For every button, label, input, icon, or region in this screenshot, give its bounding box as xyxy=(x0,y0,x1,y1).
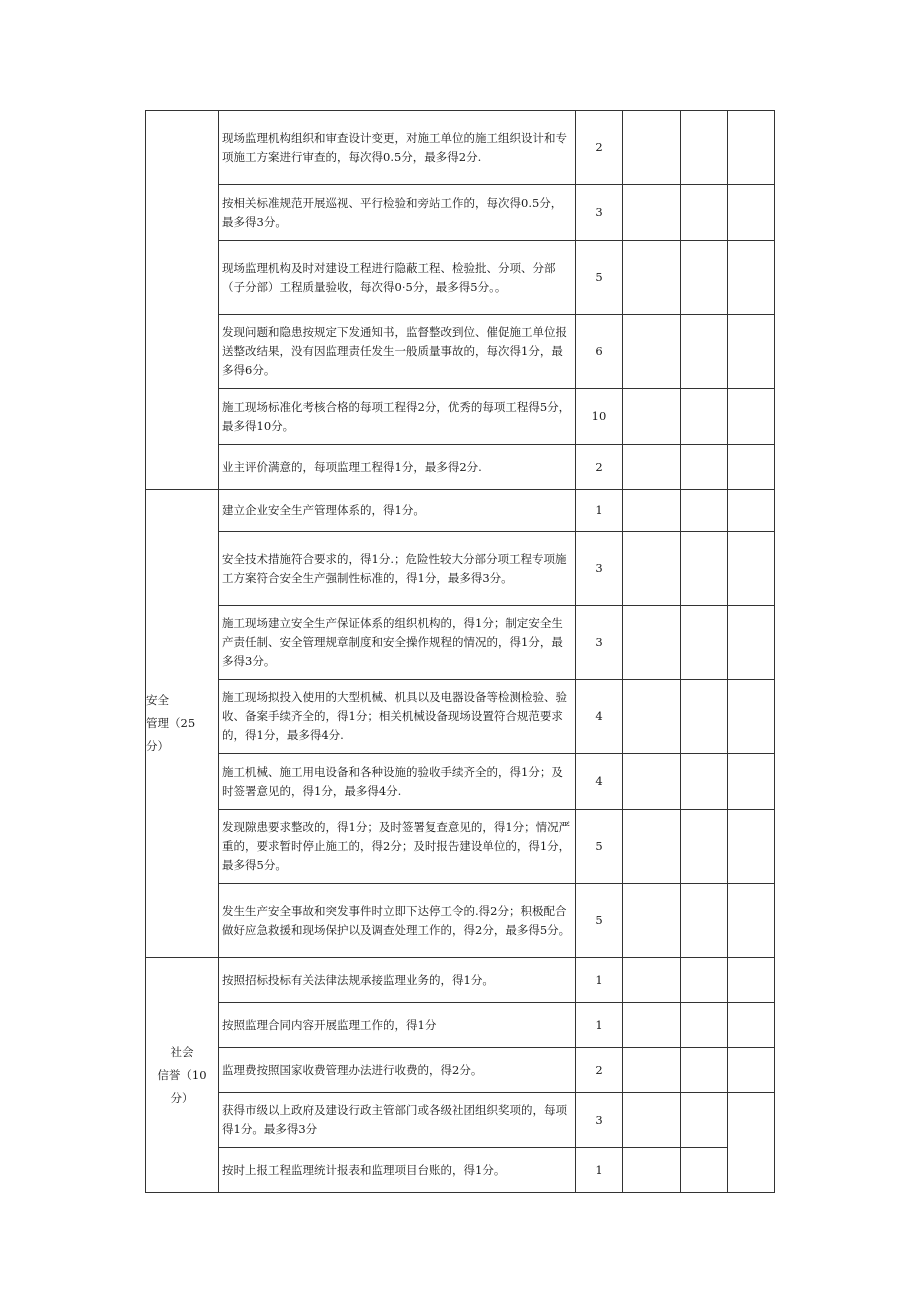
category-safety-label-line: 管理（25 xyxy=(146,716,196,730)
remark-cell xyxy=(728,185,775,241)
category-reputation-label-line: 社会 xyxy=(170,1044,194,1059)
category-quality xyxy=(146,111,219,490)
criterion-text: 按时上报工程监理统计报表和监理项目台账的，得1分。 xyxy=(219,1148,576,1193)
remark-cell xyxy=(728,1093,775,1193)
self-score-cell xyxy=(623,680,681,754)
review-score-cell xyxy=(681,111,728,185)
table-row xyxy=(146,185,775,241)
remark-cell xyxy=(728,606,775,680)
self-score-cell xyxy=(623,884,681,958)
table-row xyxy=(146,810,775,884)
criterion-text: 获得市级以上政府及建设行政主管部门或各级社团组织奖项的，每项得1分。最多得3分 xyxy=(219,1093,576,1148)
criterion-text: 按相关标准规范开展巡视、平行检验和旁站工作的，每次得0.5分，最多得3分。 xyxy=(219,185,576,241)
table-row xyxy=(146,1003,775,1048)
self-score-cell xyxy=(623,389,681,445)
criterion-text: 安全技术措施符合要求的，得1分.；危险性较大分部分项工程专项施工方案符合安全生产强制性标准的，得1分，最多得3分。 xyxy=(219,532,576,606)
table-row xyxy=(146,754,775,810)
criterion-text: 发现问题和隐患按规定下发通知书，监督整改到位、催促施工单位报送整改结果，没有因监理责任发生一般质量事故的，每次得1分，最多得6分。 xyxy=(219,315,576,389)
max-score: 5 xyxy=(576,810,623,884)
max-score: 1 xyxy=(576,1003,623,1048)
self-score-cell xyxy=(623,490,681,532)
criterion-text: 按照监理合同内容开展监理工作的，得1分 xyxy=(219,1003,576,1048)
category-reputation-label xyxy=(157,1041,206,1110)
table-row xyxy=(146,532,775,606)
max-score: 2 xyxy=(576,1048,623,1093)
category-reputation-label-line: 信誉（10 xyxy=(157,1067,207,1082)
remark-cell xyxy=(728,532,775,606)
remark-cell xyxy=(728,445,775,490)
category-reputation-label-line: 分） xyxy=(170,1090,194,1105)
table-row xyxy=(146,1093,775,1148)
review-score-cell xyxy=(681,1003,728,1048)
self-score-cell xyxy=(623,445,681,490)
self-score-cell xyxy=(623,111,681,185)
review-score-cell xyxy=(681,754,728,810)
criterion-text: 施工现场标准化考核合格的每项工程得2分，优秀的每项工程得5分，最多得10分。 xyxy=(219,389,576,445)
table-row xyxy=(146,606,775,680)
review-score-cell xyxy=(681,389,728,445)
category-safety-label-line: 安全 xyxy=(146,693,169,707)
criterion-text: 现场监理机构及时对建设工程进行隐蔽工程、检验批、分项、分部（子分部）工程质量验收，每次得0·5分，最多得5分。。 xyxy=(219,241,576,315)
review-score-cell xyxy=(681,185,728,241)
review-score-cell xyxy=(681,606,728,680)
max-score: 3 xyxy=(576,185,623,241)
remark-cell xyxy=(728,810,775,884)
review-score-cell xyxy=(681,315,728,389)
max-score: 4 xyxy=(576,754,623,810)
table-row xyxy=(146,958,775,1003)
self-score-cell xyxy=(623,1148,681,1193)
table-row xyxy=(146,315,775,389)
category-safety xyxy=(146,490,219,958)
table-row xyxy=(146,490,775,532)
max-score: 2 xyxy=(576,111,623,185)
criterion-text: 建立企业安全生产管理体系的，得1分。 xyxy=(219,490,576,532)
remark-cell xyxy=(728,315,775,389)
table-row xyxy=(146,241,775,315)
criterion-text: 现场监理机构组织和审查设计变更，对施工单位的施工组织设计和专项施工方案进行审查的，每次得0.5分，最多得2分. xyxy=(219,111,576,185)
self-score-cell xyxy=(623,958,681,1003)
self-score-cell xyxy=(623,1048,681,1093)
review-score-cell xyxy=(681,1148,728,1193)
category-safety-label xyxy=(146,689,195,758)
self-score-cell xyxy=(623,1003,681,1048)
max-score: 1 xyxy=(576,490,623,532)
criterion-text: 业主评价满意的，每项监理工程得1分，最多得2分. xyxy=(219,445,576,490)
review-score-cell xyxy=(681,445,728,490)
remark-cell xyxy=(728,884,775,958)
self-score-cell xyxy=(623,754,681,810)
review-score-cell xyxy=(681,1048,728,1093)
table-row xyxy=(146,389,775,445)
review-score-cell xyxy=(681,241,728,315)
max-score: 3 xyxy=(576,606,623,680)
review-score-cell xyxy=(681,810,728,884)
self-score-cell xyxy=(623,315,681,389)
criterion-text: 施工机械、施工用电设备和各种设施的验收手续齐全的，得1分；及时签署意见的，得1分，最多得4分. xyxy=(219,754,576,810)
self-score-cell xyxy=(623,606,681,680)
criterion-text: 施工现场拟投入使用的大型机械、机具以及电器设备等检测检验、验收、备案手续齐全的，得1分；相关机械设备现场设置符合规范要求的，得1分，最多得4分. xyxy=(219,680,576,754)
remark-cell xyxy=(728,490,775,532)
table-row xyxy=(146,1048,775,1093)
criterion-text: 施工现场建立安全生产保证体系的组织机构的，得1分；制定安全生产责任制、安全管理规章制度和安全操作规程的情况的，得1分，最多得3分。 xyxy=(219,606,576,680)
remark-cell xyxy=(728,241,775,315)
self-score-cell xyxy=(623,532,681,606)
max-score: 1 xyxy=(576,1148,623,1193)
table-row xyxy=(146,111,775,185)
review-score-cell xyxy=(681,490,728,532)
remark-cell xyxy=(728,111,775,185)
max-score: 5 xyxy=(576,884,623,958)
max-score: 1 xyxy=(576,958,623,1003)
max-score: 10 xyxy=(576,389,623,445)
self-score-cell xyxy=(623,810,681,884)
category-reputation xyxy=(146,958,219,1193)
self-score-cell xyxy=(623,241,681,315)
max-score: 3 xyxy=(576,1093,623,1148)
criterion-text: 发生生产安全事故和突发事件时立即下达停工令的.得2分；积极配合做好应急救援和现场保护以及调查处理工作的，得2分，最多得5分。 xyxy=(219,884,576,958)
score-table xyxy=(145,110,775,1193)
review-score-cell xyxy=(681,884,728,958)
table-row xyxy=(146,1148,775,1193)
remark-cell xyxy=(728,1003,775,1048)
remark-cell xyxy=(728,958,775,1003)
criterion-text: 按照招标投标有关法律法规承接监理业务的，得1分。 xyxy=(219,958,576,1003)
self-score-cell xyxy=(623,185,681,241)
remark-cell xyxy=(728,680,775,754)
remark-cell xyxy=(728,1048,775,1093)
remark-cell xyxy=(728,389,775,445)
table-row xyxy=(146,445,775,490)
max-score: 5 xyxy=(576,241,623,315)
criterion-text: 监理费按照国家收费管理办法进行收费的，得2分。 xyxy=(219,1048,576,1093)
max-score: 2 xyxy=(576,445,623,490)
review-score-cell xyxy=(681,532,728,606)
table-row xyxy=(146,680,775,754)
max-score: 4 xyxy=(576,680,623,754)
category-safety-label-line: 分） xyxy=(146,739,169,753)
review-score-cell xyxy=(681,680,728,754)
max-score: 3 xyxy=(576,532,623,606)
criterion-text: 发现隙患要求整改的，得1分；及时签署复查意见的，得1分；情况严重的，要求暂时停止施工的，得2分；及时报告建设单位的，得1分，最多得5分。 xyxy=(219,810,576,884)
review-score-cell xyxy=(681,958,728,1003)
max-score: 6 xyxy=(576,315,623,389)
review-score-cell xyxy=(681,1093,728,1148)
remark-cell xyxy=(728,754,775,810)
self-score-cell xyxy=(623,1093,681,1148)
table-row xyxy=(146,884,775,958)
